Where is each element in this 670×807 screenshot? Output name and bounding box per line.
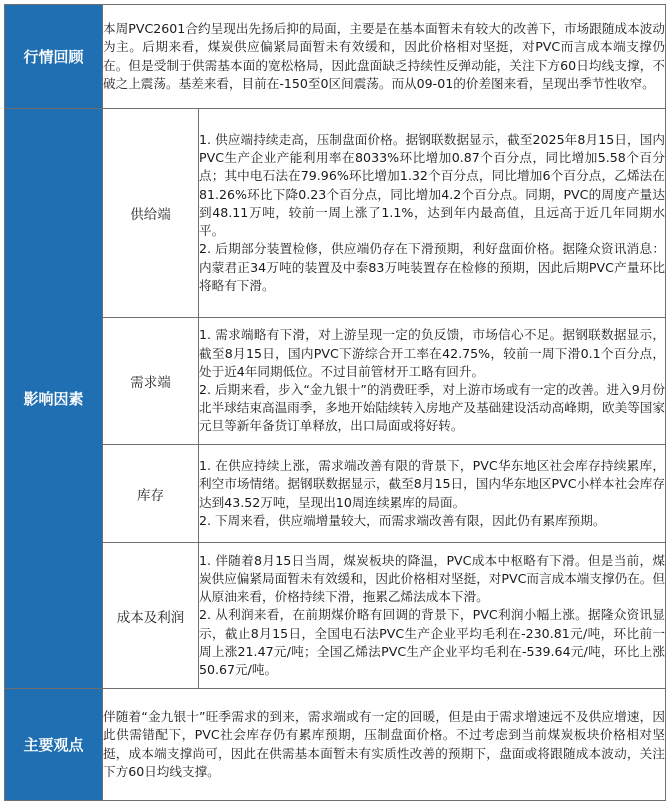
demand-row: [5, 318, 666, 445]
supply-paragraph-2: 2. 后期部分装置检修，供应端仍存在下滑预期，利好盘面价格。据隆众资讯消息：内蒙君正34万吨的装置及中泰83万吨装置存在检修的预期，因此后期PVC产量环比将略有下滑。: [199, 241, 665, 293]
demand-text: [199, 318, 666, 445]
supply-label: 供给端: [103, 109, 199, 318]
market-review-header: 行情回顾: [5, 5, 103, 109]
main-view-paragraph: 伴随着“金九银十”旺季需求的到来，需求端或有一定的回暖，但是由于需求增速远不及供应增速，因此供需错配下，PVC社会库存仍有累库预期，压制盘面价格。不过考虑到当前煤炭板块价格相对坚挺，成本端支撑尚可，因此在供需基本面暂未有实质性改善的预期下，盘面或将跟随成本波动，关注下方60日均线支撑。: [103, 709, 665, 779]
supply-paragraph-1: 1. 供应端持续走高，压制盘面价格。据钢联数据显示，截至2025年8月15日，国内PVC生产企业产能利用率在8033%环比增加0.87个百分点，同比增加5.58个百分点；其中电石法在79.96%环比增加1.32个百分点，同比增加6个百分点，乙烯法在81.26%环比下降0.23个百分点，同比增加4.2个百分点。同期，PVC的周度产量达到48.11万吨，较前一周上涨了1.1%，达到年内最高值，且远高于近几年同期水平。: [199, 132, 665, 239]
analysis-table: [4, 4, 666, 801]
inventory-label: 库存: [103, 445, 199, 543]
supply-row: [5, 109, 666, 318]
factors-header: 影响因素: [5, 109, 103, 689]
market-review-text: [103, 5, 666, 109]
inventory-paragraph-2: 2. 下周来看，供应端增量较大，而需求端改善有限，因此仍有累库预期。: [199, 512, 606, 528]
supply-text: [199, 109, 666, 318]
market-review-paragraph: 本周PVC2601合约呈现出先扬后抑的局面，主要是在基本面暂未有较大的改善下，市场跟随成本波动为主。后期来看，煤炭供应偏紧局面暂未有效缓和，因此价格相对坚挺，对PVC而言成本端支撑仍在。但是受制于供需基本面的宽松格局，因此盘面缺乏持续性反弹动能，关注下方60日均线支撑，不破之上震荡。基差来看，目前在-150至0区间震荡。而从09-01的价差图来看，呈现出季节性收窄。: [103, 21, 665, 91]
cost-profit-row: [5, 543, 666, 689]
inventory-text: [199, 445, 666, 543]
cost-profit-label: 成本及利润: [103, 543, 199, 689]
inventory-row: [5, 445, 666, 543]
main-view-header: 主要观点: [5, 689, 103, 801]
demand-label: 需求端: [103, 318, 199, 445]
report-page: [4, 4, 666, 801]
inventory-paragraph-1: 1. 在供应持续上涨，需求端改善有限的背景下，PVC华东地区社会库存持续累库，利空市场情绪。据钢联数据显示，截至8月15日，国内华东地区PVC小样本社会库存达到43.52万吨，呈现出10周连续累库的局面。: [199, 458, 665, 510]
cost-profit-text: [199, 543, 666, 689]
cost-profit-paragraph-2: 2. 从利润来看，在前期煤价略有回调的背景下，PVC利润小幅上涨。据隆众资讯显示，截止8月15日，全国电石法PVC生产企业平均毛利在-230.81元/吨，环比前一周上涨21.47元/吨；全国乙烯法PVC生产企业平均毛利在-539.64元/吨，环比上涨50.67元/吨。: [199, 607, 665, 677]
main-view-text: [103, 689, 666, 801]
cost-profit-paragraph-1: 1. 伴随着8月15日当周，煤炭板块的降温，PVC成本中枢略有下滑。但是当前，煤炭供应偏紧局面暂未有效缓和，因此价格相对坚挺，对PVC而言成本端支撑仍在。但从原油来看，价格持续下滑，拖累乙烯法成本下滑。: [199, 552, 665, 605]
demand-paragraph-2: 2. 后期来看，步入“金九银十”的消费旺季，对上游市场或有一定的改善。进入9月份北半球结束高温雨季，多地开始陆续转入房地产及基础建设活动高峰期，欧美等国家元旦等新年备货订单释放，出口局面或将好转。: [199, 382, 665, 434]
demand-paragraph-1: 1. 需求端略有下滑，对上游呈现一定的负反馈，市场信心不足。据钢联数据显示，截至8月15日，国内PVC下游综合开工率在42.75%，较前一周下滑0.1个百分点，处于近4年同期低位。不过目前管材开工略有回升。: [199, 327, 665, 379]
market-review-row: [5, 5, 666, 109]
main-view-row: [5, 689, 666, 801]
